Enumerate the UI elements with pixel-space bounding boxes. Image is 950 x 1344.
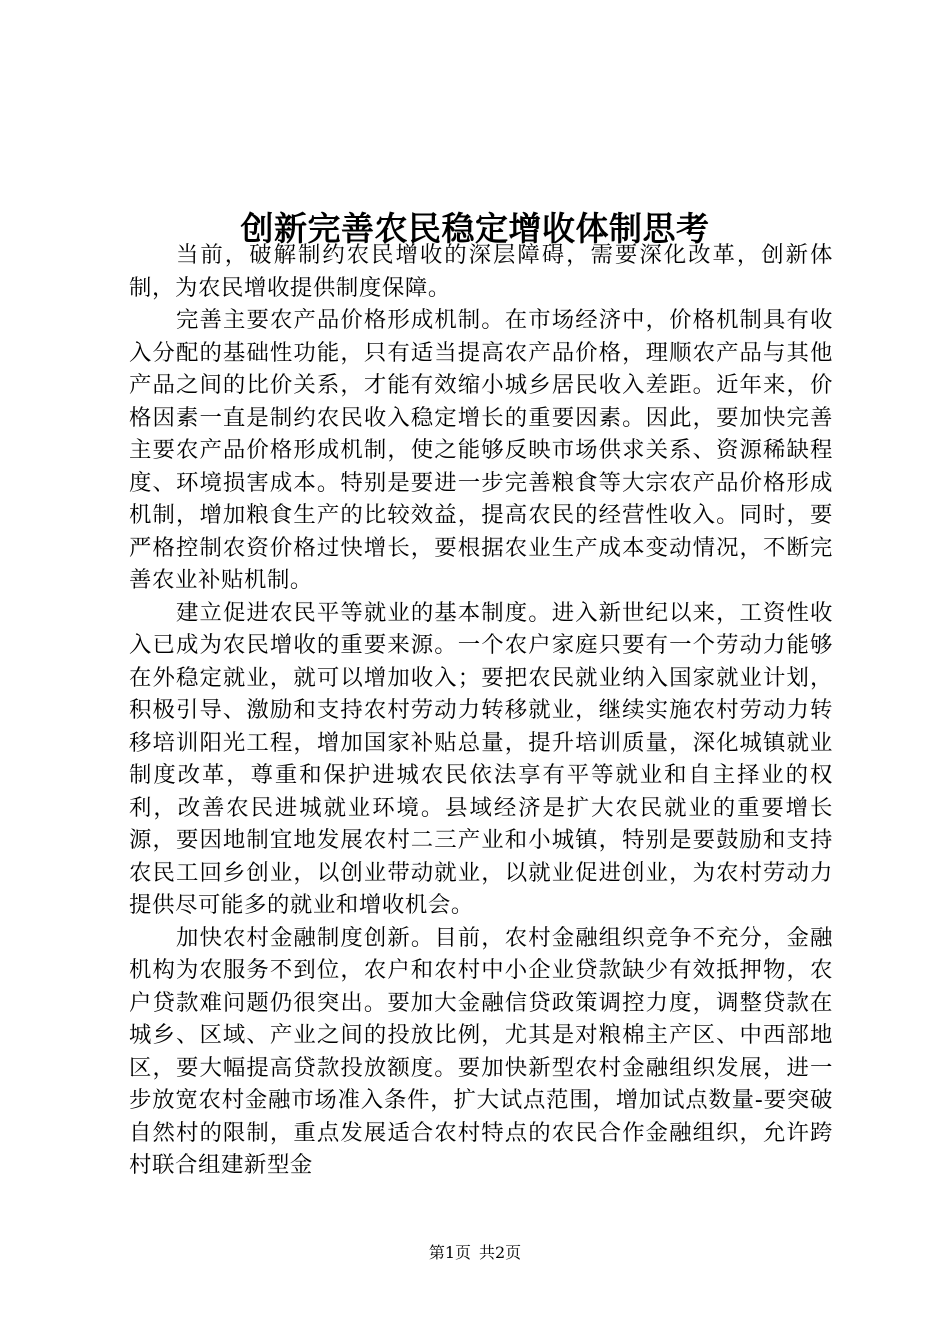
- page-number-current: 第1页: [428, 1243, 471, 1262]
- page-footer: [0, 1241, 950, 1265]
- document-title: 创新完善农民稳定增收体制思考: [240, 209, 710, 249]
- document-body: [129, 239, 833, 1182]
- paragraph-intro: 当前，破解制约农民增收的深层障碍，需要深化改革，创新体制，为农民增收提供制度保障。: [129, 242, 833, 301]
- paragraph-price-mechanism: 完善主要农产品价格形成机制。在市场经济中，价格机制具有收入分配的基础性功能，只有适当提高农产品价格，理顺农产品与其他产品之间的比价关系，才能有效缩小城乡居民收入差距。近年来，价格因素一直是制约农民收入稳定增长的重要因素。因此，要加快完善主要农产品价格形成机制，使之能够反映市场供求关系、资源稀缺程度、环境损害成本。特别是要进一步完善粮食等大宗农产品价格形成机制，增加粮食生产的比较效益，提高农民的经营性收入。同时，要严格控制农资价格过快增长，要根据农业生产成本变动情况，不断完善农业补贴机制。: [129, 307, 833, 593]
- page-number-total: 共2页: [479, 1243, 522, 1262]
- paragraph-employment-system: 建立促进农民平等就业的基本制度。进入新世纪以来，工资性收入已成为农民增收的重要来源。一个农户家庭只要有一个劳动力能够在外稳定就业，就可以增加收入；要把农民就业纳入国家就业计划，积极引导、激励和支持农村劳动力转移就业，继续实施农村劳动力转移培训阳光工程，增加国家补贴总量，提升培训质量，深化城镇就业制度改革，尊重和保护进城农民依法享有平等就业和自主择业的权利，改善农民进城就业环境。县域经济是扩大农民就业的重要增长源，要因地制宜地发展农村二三产业和小城镇，特别是要鼓励和支持农民工回乡创业，以创业带动就业，以就业促进创业，为农村劳动力提供尽可能多的就业和增收机会。: [129, 599, 833, 918]
- paragraph-finance-innovation: 加快农村金融制度创新。目前，农村金融组织竞争不充分，金融机构为农服务不到位，农户和农村中小企业贷款缺少有效抵押物，农户贷款难问题仍很突出。要加大金融信贷政策调控力度，调整贷款在城乡、区域、产业之间的投放比例，尤其是对粮棉主产区、中西部地区，要大幅提高贷款投放额度。要加快新型农村金融组织发展，进一步放宽农村金融市场准入条件，扩大试点范围，增加试点数量-要突破自然村的限制，重点发展适合农村特点的农民合作金融组织，允许跨村联合组建新型金: [129, 924, 833, 1178]
